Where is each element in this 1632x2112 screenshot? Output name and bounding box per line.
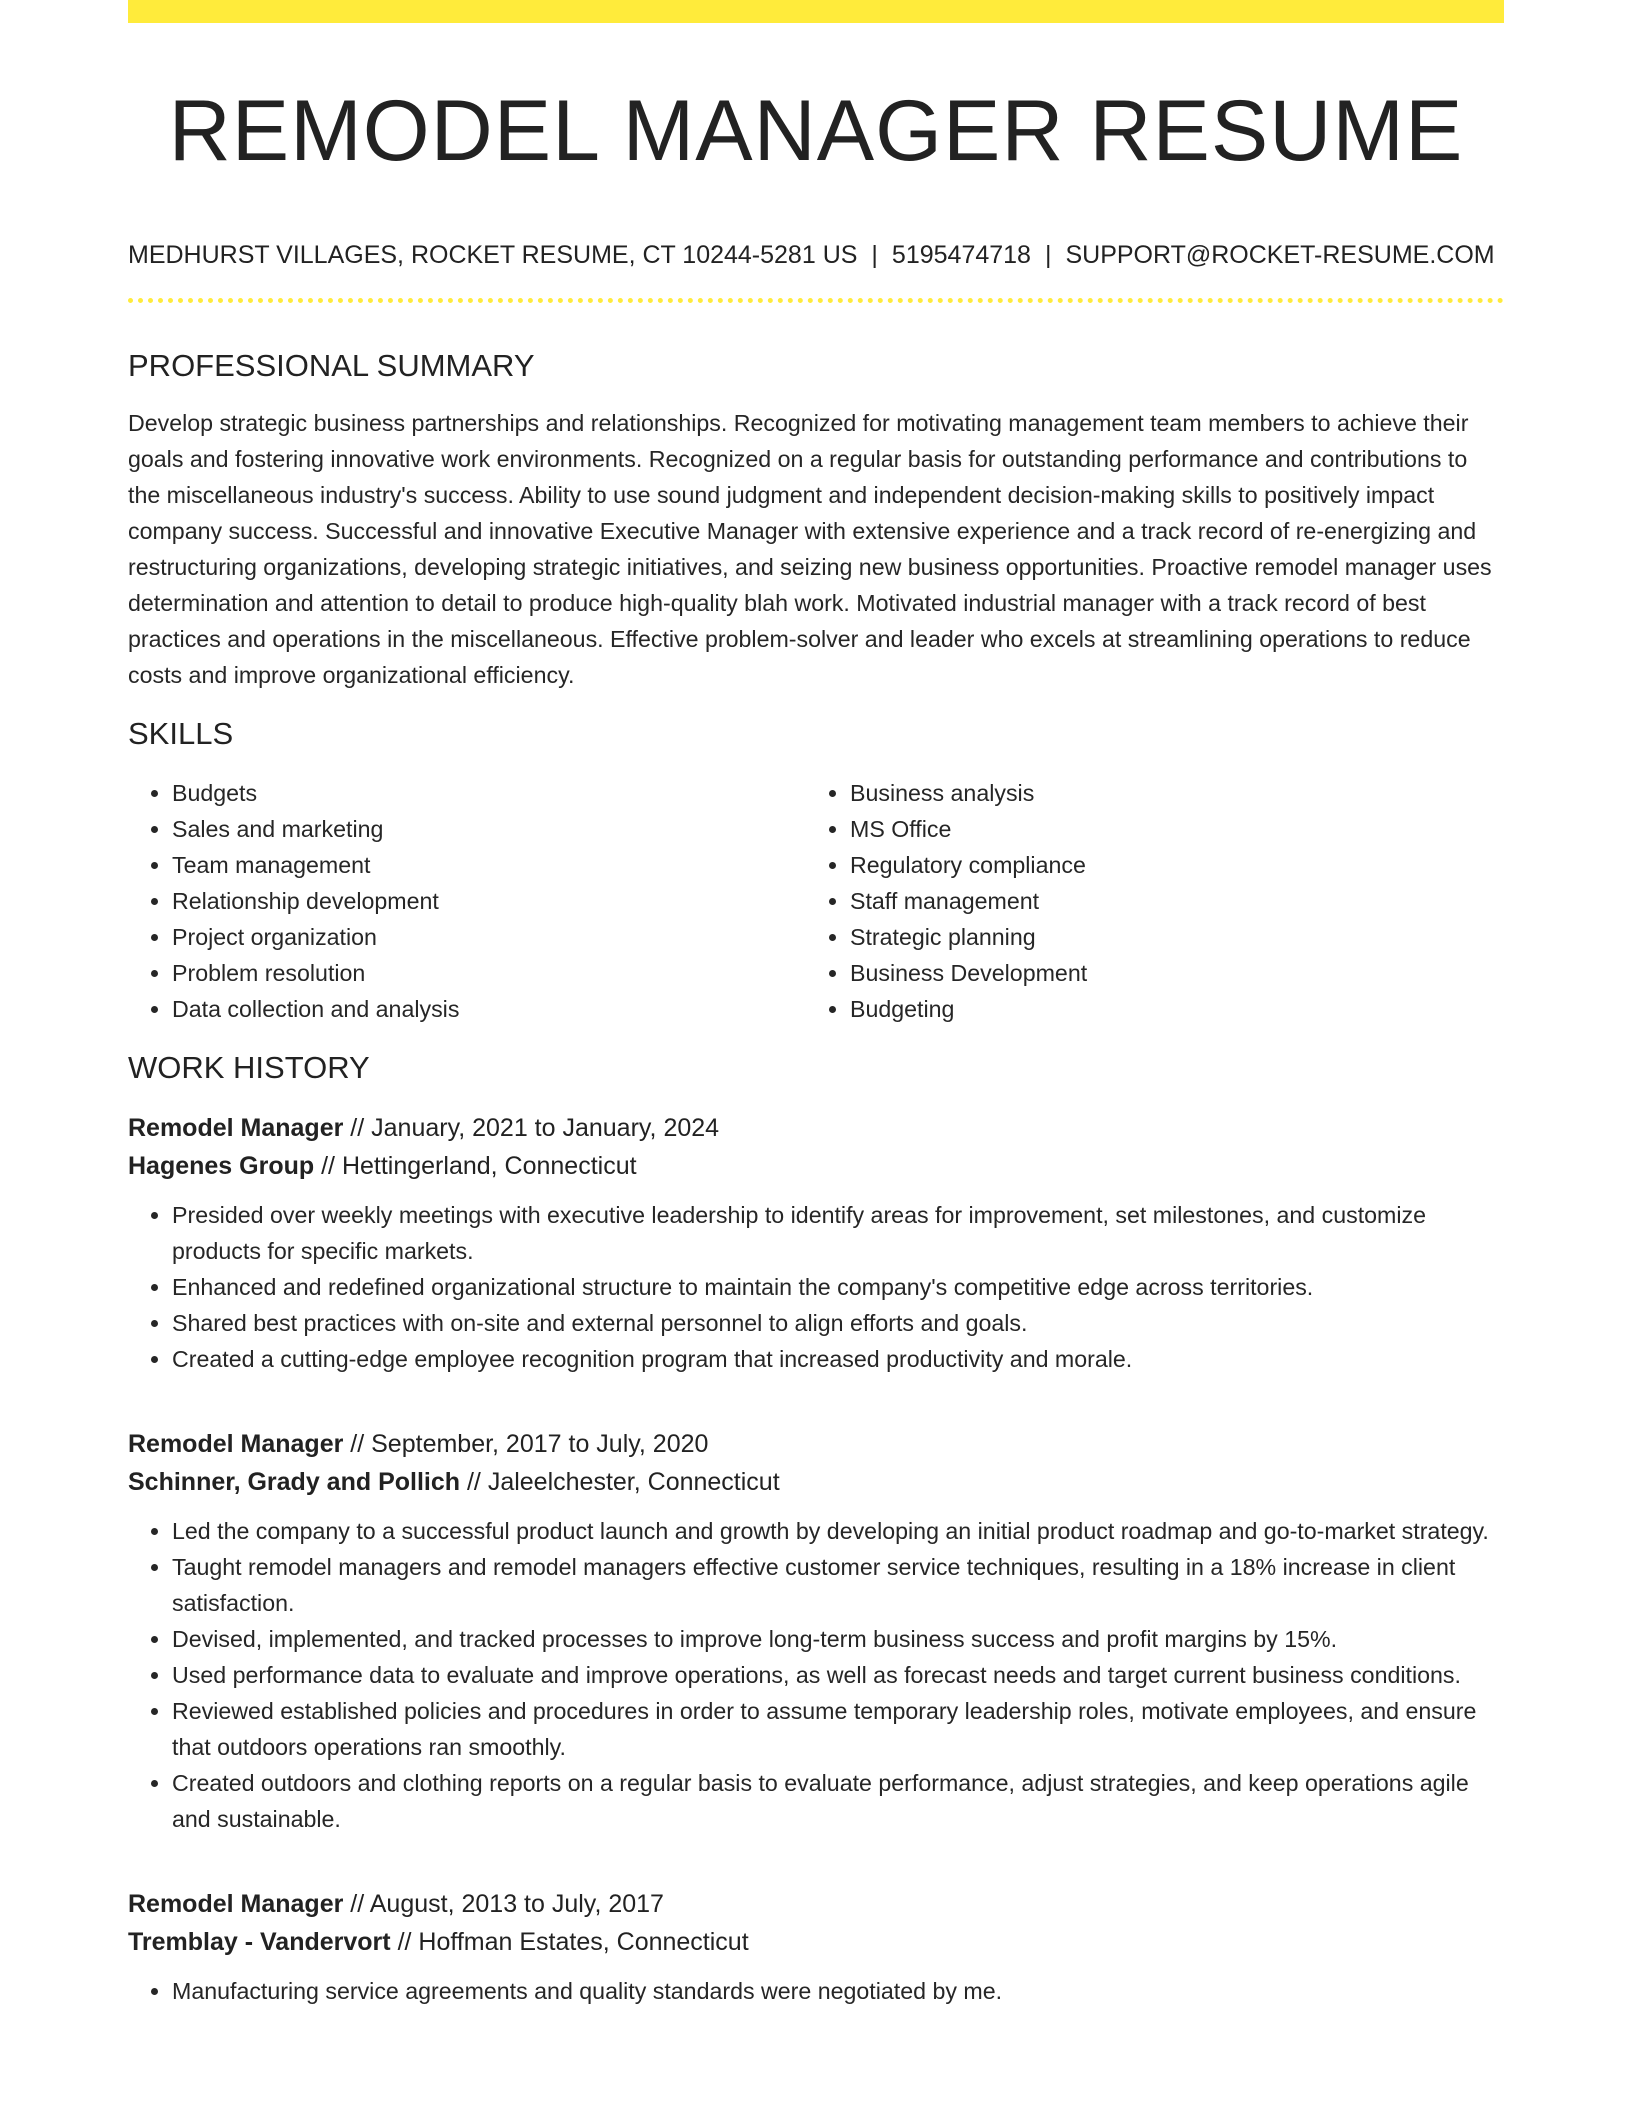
job-bullets bbox=[128, 1513, 1504, 1837]
job-company-line bbox=[128, 1923, 1504, 1961]
job-location: // Hoffman Estates, Connecticut bbox=[397, 1928, 749, 1956]
job-bullets bbox=[128, 1973, 1504, 2009]
resume-title: REMODEL MANAGER RESUME bbox=[168, 83, 1464, 179]
skill-item: • Staff management bbox=[850, 883, 1484, 919]
contact-address: MEDHURST VILLAGES, ROCKET RESUME, CT 10244-5281 US bbox=[128, 241, 858, 269]
skills-column-left bbox=[128, 775, 806, 1027]
job-entry bbox=[128, 1425, 1504, 1837]
job-bullets bbox=[128, 1197, 1504, 1377]
skill-item: • Budgets bbox=[172, 775, 806, 811]
job-company: Schinner, Grady and Pollich bbox=[128, 1468, 461, 1496]
job-bullet: • Shared best practices with on-site and external personnel to align efforts and goals. bbox=[172, 1305, 1504, 1341]
skill-item: • Team management bbox=[172, 847, 806, 883]
job-title: Remodel Manager bbox=[128, 1430, 344, 1458]
job-bullet: • Led the company to a successful product launch and growth by developing an initial product roadmap and go-to-market strategy. bbox=[172, 1513, 1504, 1549]
job-location: // Hettingerland, Connecticut bbox=[321, 1152, 637, 1180]
contact-email: SUPPORT@ROCKET-RESUME.COM bbox=[1065, 241, 1495, 269]
skill-item: • Data collection and analysis bbox=[172, 991, 806, 1027]
job-dates: // August, 2013 to July, 2017 bbox=[350, 1890, 664, 1918]
summary-text: Develop strategic business partnerships and relationships. Recognized for motivating management team members to achieve their goals and fostering innovative work environments. Recognized on a regular basis for outstanding performance and contributions to the miscellaneous industry's success. Ability to use sound judgment and independent decision-making skills to positively impact company success. Successful and innovative Executive Manager with extensive experience and a track record of re-energizing and restructuring organizations, developing strategic initiatives, and seizing new business opportunities. Proactive remodel manager uses determination and attention to detail to produce high-quality blah work. Motivated industrial manager with a track record of best practices and operations in the miscellaneous. Effective problem-solver and leader who excels at streamlining operations to reduce costs and improve organizational efficiency. bbox=[128, 410, 1492, 688]
job-company-line bbox=[128, 1147, 1504, 1185]
skills-column-right bbox=[806, 775, 1484, 1027]
skill-item: • Business Development bbox=[850, 955, 1484, 991]
job-entry bbox=[128, 1109, 1504, 1377]
job-bullet: • Used performance data to evaluate and improve operations, as well as forecast needs and target current business conditions. bbox=[172, 1657, 1504, 1693]
dotted-divider bbox=[128, 298, 1504, 303]
job-bullet: • Enhanced and redefined organizational structure to maintain the company's competitive edge across territories. bbox=[172, 1269, 1504, 1305]
job-entry bbox=[128, 1885, 1504, 2009]
job-title-line bbox=[128, 1425, 1504, 1463]
skill-item: • Regulatory compliance bbox=[850, 847, 1484, 883]
skill-item: • Budgeting bbox=[850, 991, 1484, 1027]
skill-item: • Project organization bbox=[172, 919, 806, 955]
skill-item: • Sales and marketing bbox=[172, 811, 806, 847]
job-bullet: • Presided over weekly meetings with executive leadership to identify areas for improvement, set milestones, and customize products for specific markets. bbox=[172, 1197, 1504, 1269]
job-bullet: • Taught remodel managers and remodel managers effective customer service techniques, resulting in a 18% increase in client satisfaction. bbox=[172, 1549, 1504, 1621]
skill-item: • Problem resolution bbox=[172, 955, 806, 991]
job-bullet: • Created a cutting-edge employee recognition program that increased productivity and morale. bbox=[172, 1341, 1504, 1377]
work-history-list bbox=[128, 1109, 1504, 2009]
resume-content bbox=[128, 0, 1504, 2009]
job-title: Remodel Manager bbox=[128, 1114, 344, 1142]
job-bullet: • Manufacturing service agreements and quality standards were negotiated by me. bbox=[172, 1973, 1504, 2009]
skill-item: • Relationship development bbox=[172, 883, 806, 919]
job-bullet: • Reviewed established policies and procedures in order to assume temporary leadership roles, motivate employees, and ensure that outdoors operations ran smoothly. bbox=[172, 1693, 1504, 1765]
job-bullet: • Devised, implemented, and tracked processes to improve long-term business success and profit margins by 15%. bbox=[172, 1621, 1504, 1657]
job-title-line bbox=[128, 1885, 1504, 1923]
job-company: Tremblay - Vandervort bbox=[128, 1928, 391, 1956]
summary-heading: PROFESSIONAL SUMMARY bbox=[128, 348, 535, 383]
job-company-line bbox=[128, 1463, 1504, 1501]
job-dates: // September, 2017 to July, 2020 bbox=[350, 1430, 709, 1458]
contact-phone: 5195474718 bbox=[891, 241, 1031, 269]
skill-item: • MS Office bbox=[850, 811, 1484, 847]
contact-separator: | bbox=[1044, 241, 1052, 269]
skills-list bbox=[128, 775, 1504, 1027]
job-company: Hagenes Group bbox=[128, 1152, 315, 1180]
job-title: Remodel Manager bbox=[128, 1890, 344, 1918]
contact-line bbox=[128, 240, 1504, 270]
skill-item: • Strategic planning bbox=[850, 919, 1484, 955]
job-dates: // January, 2021 to January, 2024 bbox=[350, 1114, 720, 1142]
skill-item: • Business analysis bbox=[850, 775, 1484, 811]
work-history-heading: WORK HISTORY bbox=[128, 1050, 370, 1085]
contact-separator: | bbox=[871, 241, 878, 269]
skills-heading: SKILLS bbox=[128, 716, 234, 751]
job-location: // Jaleelchester, Connecticut bbox=[466, 1468, 780, 1496]
job-bullet: • Created outdoors and clothing reports on a regular basis to evaluate performance, adjust strategies, and keep operations agile and sustainable. bbox=[172, 1765, 1504, 1837]
job-title-line bbox=[128, 1109, 1504, 1147]
